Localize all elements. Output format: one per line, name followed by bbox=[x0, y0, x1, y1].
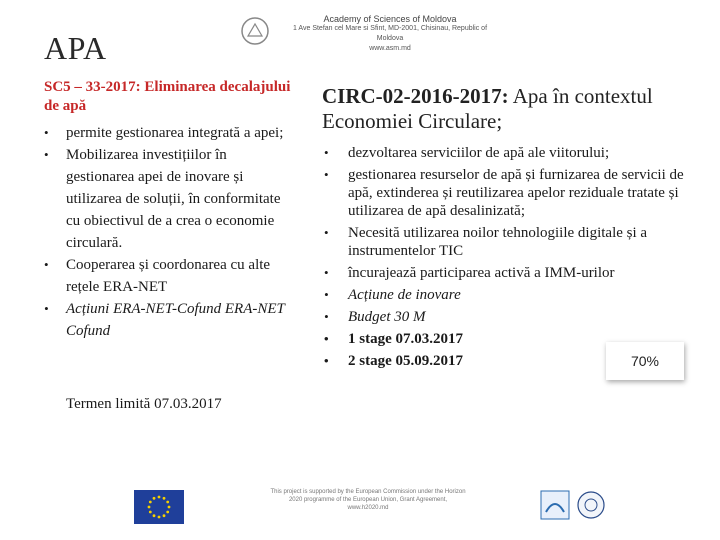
right-heading-text: Apa în contextul Economiei Circulare; bbox=[322, 84, 653, 133]
partner-logo-icon bbox=[540, 490, 570, 520]
list-item-text: dezvoltarea serviciilor de apă ale viitorului; bbox=[348, 145, 610, 161]
list-item bbox=[322, 264, 692, 282]
list-item bbox=[322, 286, 692, 304]
eu-flag-icon bbox=[134, 490, 184, 524]
list-item-text: permite gestionarea integrată a apei; bbox=[66, 125, 284, 141]
footer-note: This project is supported by the European Commission under the Horizon 2020 programme of the European Union, Grant Agreement, www.h2020.md bbox=[270, 489, 466, 511]
list-item bbox=[322, 166, 692, 220]
list-item-text: Mobilizarea investițiilor în gestionarea apei de inovare și utilizarea de soluții, în conformitate cu obiectivul de a crea o economie circulară. bbox=[66, 147, 281, 251]
footer bbox=[0, 480, 720, 540]
right-heading-code: CIRC-02-2016-2017: bbox=[322, 84, 509, 108]
list-item-text: 1 stage 07.03.2017 bbox=[348, 331, 463, 347]
org-info bbox=[280, 14, 500, 54]
list-item bbox=[44, 298, 294, 342]
bullet-icon: • bbox=[324, 287, 329, 302]
right-heading bbox=[322, 84, 692, 134]
org-web: www.asm.md bbox=[369, 45, 411, 52]
list-item-text: Acțiuni ERA-NET-Cofund ERA-NET Cofund bbox=[66, 301, 285, 339]
header-organization bbox=[240, 14, 500, 50]
list-item bbox=[322, 308, 692, 326]
bullet-icon: • bbox=[44, 257, 49, 272]
left-heading: SC5 – 33-2017: Eliminarea decalajului de apă bbox=[44, 79, 291, 114]
list-item-text: Acțiune de inovare bbox=[348, 287, 461, 303]
list-item-text: 2 stage 05.09.2017 bbox=[348, 353, 463, 369]
bullet-icon: • bbox=[44, 301, 49, 316]
percentage-badge: 70% bbox=[606, 342, 684, 380]
list-item bbox=[322, 224, 692, 260]
bullet-icon: • bbox=[324, 167, 329, 182]
right-bullet-list bbox=[322, 144, 692, 370]
bullet-icon: • bbox=[324, 331, 329, 346]
academy-logo-icon bbox=[240, 16, 270, 46]
list-item bbox=[44, 144, 294, 254]
org-address: 1 Ave Stefan cel Mare si Sfint, MD-2001, Chisinau, Republic of Moldova bbox=[292, 25, 488, 42]
bullet-icon: • bbox=[324, 145, 329, 160]
bullet-icon: • bbox=[324, 309, 329, 324]
bullet-icon: • bbox=[324, 353, 329, 368]
left-column bbox=[44, 78, 294, 342]
list-item-text: încurajează participarea activă a IMM-urilor bbox=[348, 265, 615, 281]
list-item-text: Budget 30 M bbox=[348, 309, 426, 325]
list-item bbox=[44, 254, 294, 298]
institution-logo-icon bbox=[576, 490, 606, 520]
list-item bbox=[44, 122, 294, 144]
bullet-icon: • bbox=[44, 125, 49, 140]
org-name: Academy of Sciences of Moldova bbox=[323, 14, 457, 24]
list-item-text: gestionarea resurselor de apă și furnizarea de servicii de apă, extinderea și reutilizarea apelor reziduale tratate și utilizarea de apă desalinizată; bbox=[348, 167, 684, 219]
bullet-icon: • bbox=[324, 265, 329, 280]
deadline: Termen limită 07.03.2017 bbox=[66, 396, 222, 412]
page-title: APA bbox=[44, 30, 107, 66]
bullet-icon: • bbox=[324, 225, 329, 240]
list-item bbox=[322, 144, 692, 162]
bullet-icon: • bbox=[44, 147, 49, 162]
right-column bbox=[322, 84, 692, 374]
list-item-text: Necesită utilizarea noilor tehnologiile digitale și a instrumentelor TIC bbox=[348, 225, 648, 259]
left-bullet-list bbox=[44, 122, 294, 342]
list-item-text: Cooperarea și coordonarea cu alte rețele ERA-NET bbox=[66, 257, 271, 295]
